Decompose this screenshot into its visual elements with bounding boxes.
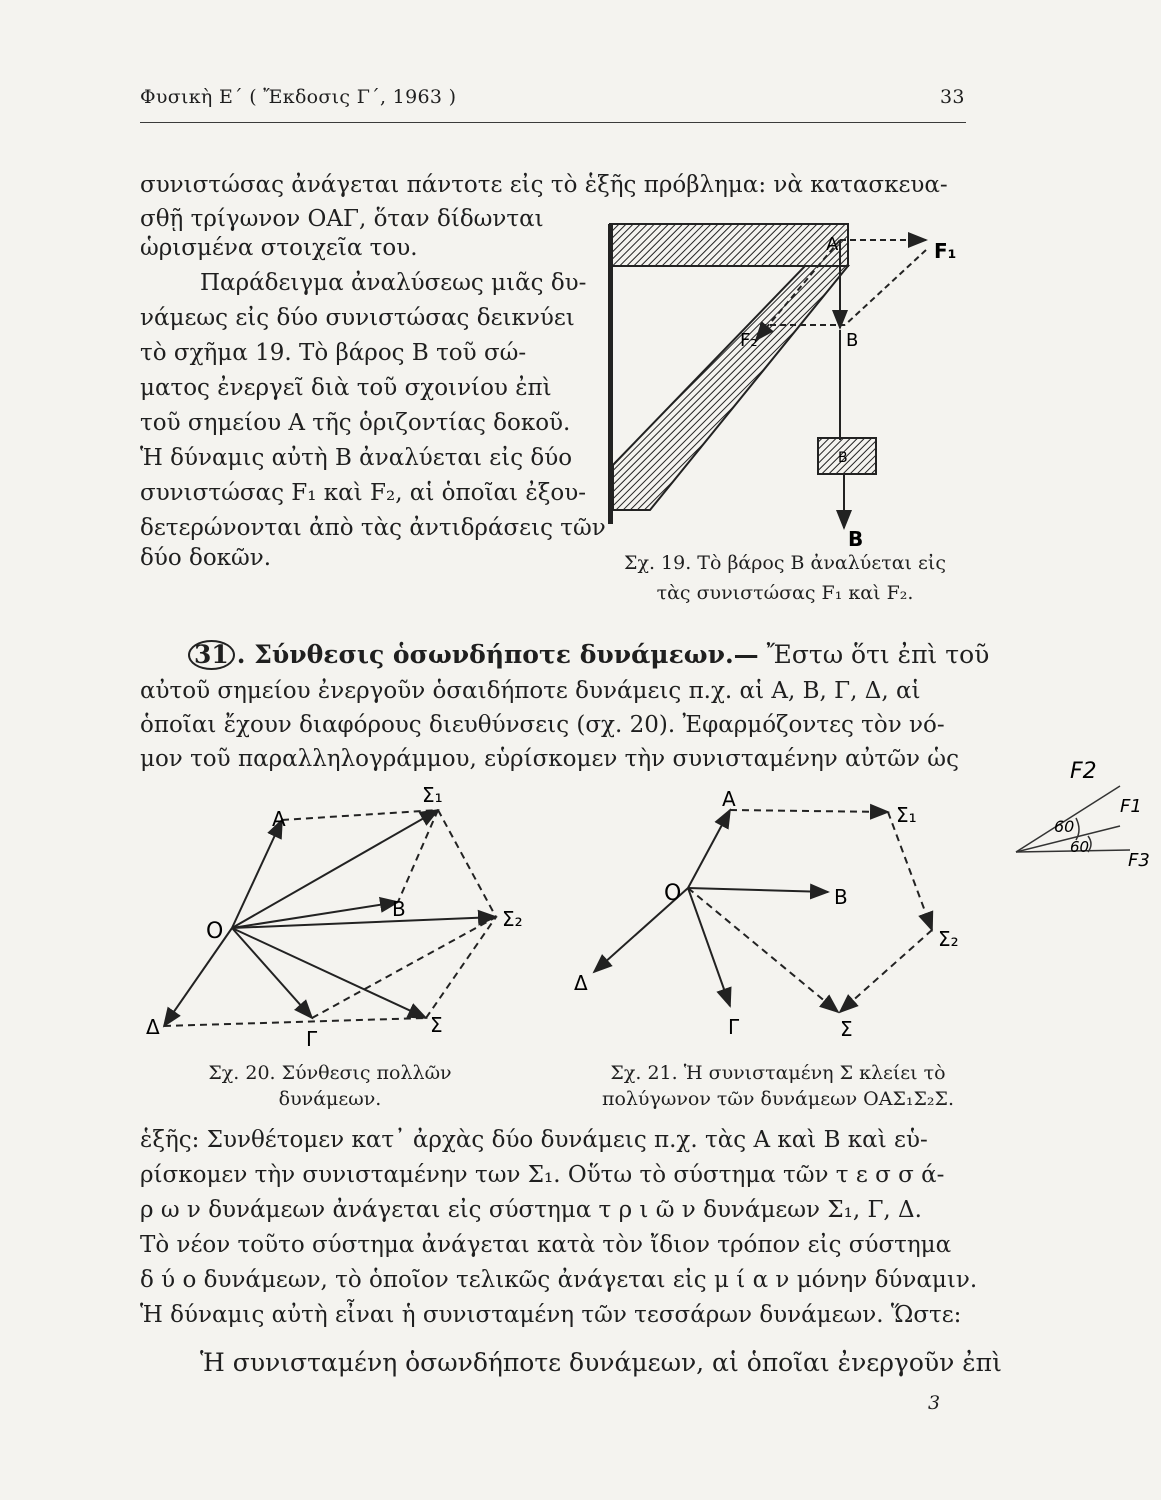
force-b-arrow xyxy=(688,888,828,892)
text-line: ὡρισμένα στοιχεῖα του. xyxy=(140,235,418,261)
text-line: σθῇ τρίγωνον ΟΑΓ, ὅταν δίδωνται xyxy=(140,206,544,232)
text-line: δύο δοκῶν. xyxy=(140,545,272,571)
text-line: ἑξῆς: Συνθέτομεν κατ᾽ ἀρχὰς δύο δυνάμεις π.χ. τὰς Α καὶ Β καὶ εὑ- xyxy=(140,1127,928,1153)
handwritten-margin-sketch xyxy=(1010,740,1160,880)
label-s2: Σ₂ xyxy=(502,907,523,931)
fig19-caption-1: Σχ. 19. Τὸ βάρος Β ἀναλύεται εἰς xyxy=(624,552,946,574)
text-line: δετερώνονται ἀπὸ τὰς ἀντιδράσεις τῶν xyxy=(140,515,606,541)
dashed-construction xyxy=(282,810,438,820)
dashed-construction xyxy=(426,917,496,1018)
note-angle-2: 60 xyxy=(1070,838,1090,856)
note-angle-1: 60 xyxy=(1054,817,1075,836)
text-line: συνιστώσας ἀνάγεται πάντοτε εἰς τὸ ἑξῆς πρόβλημα: νὰ κατασκευα- xyxy=(140,172,948,198)
parallelogram-edge xyxy=(845,250,926,325)
label-f1: F₁ xyxy=(934,239,957,263)
text-line: Παράδειγμα ἀναλύσεως μιᾶς δυ- xyxy=(200,270,587,296)
label-s2: Σ₂ xyxy=(938,927,959,951)
page-number: 33 xyxy=(940,86,965,108)
fig21-caption-2: πολύγωνον τῶν δυνάμεων ΟΑΣ₁Σ₂Σ. xyxy=(601,1088,955,1110)
text-line: Τὸ νέον τοῦτο σύστημα ἀνάγεται κατὰ τὸν ἴδιον τρόπον εἰς σύστημα xyxy=(140,1232,952,1258)
dashed-construction xyxy=(398,810,438,902)
section-heading-line xyxy=(188,640,989,670)
note-f3: F3 xyxy=(1128,850,1150,871)
running-title: Φυσικὴ Ε΄ ( Ἔκδοσις Γ΄, 1963 ) xyxy=(140,86,457,108)
signature-mark: 3 xyxy=(928,1392,941,1414)
text-line: Ἡ δύναμις αὐτὴ εἶναι ἡ συνισταμένη τῶν τεσσάρων δυνάμεων. Ὥστε: xyxy=(140,1302,962,1328)
label-g: Γ xyxy=(306,1027,318,1051)
figure-20 xyxy=(140,780,540,1060)
text-line: αὐτοῦ σημείου ἐνεργοῦν ὁσαιδήποτε δυνάμεις π.χ. αἱ Α, Β, Γ, Δ, αἱ xyxy=(140,678,921,704)
section-first-line-rest: Ἔστω ὅτι ἐπὶ τοῦ xyxy=(758,640,990,669)
dashed-construction xyxy=(438,810,496,917)
label-s1: Σ₁ xyxy=(896,803,917,827)
text-line: νάμεως εἰς δύο συνιστώσας δεικνύει xyxy=(140,305,575,331)
header-rule xyxy=(140,122,966,123)
text-line: ματος ἐνεργεῖ διὰ τοῦ σχοινίου ἐπὶ xyxy=(140,375,552,401)
fig21-caption-1: Σχ. 21. Ἡ συνισταμένη Σ κλείει τὸ xyxy=(610,1062,946,1084)
label-b-end: B xyxy=(848,527,864,551)
diagonal-strut xyxy=(613,266,848,510)
text-line: τοῦ σημείου Α τῆς ὁριζοντίας δοκοῦ. xyxy=(140,410,571,436)
fig20-caption-1: Σχ. 20. Σύνθεσις πολλῶν xyxy=(208,1062,452,1084)
label-weight: B xyxy=(838,450,848,466)
label-a: A xyxy=(722,787,736,811)
label-g: Γ xyxy=(728,1015,740,1039)
dashed-construction xyxy=(164,1018,426,1026)
label-a: A xyxy=(826,234,839,255)
text-line: Ἡ δύναμις αὐτὴ Β ἀναλύεται εἰς δύο xyxy=(140,445,573,471)
note-f1: F1 xyxy=(1120,796,1142,817)
text-line: ρίσκομεν τὴν συνισταμένην των Σ₁. Οὕτω τὸ σύστημα τῶν τ ε σ σ ά- xyxy=(140,1162,945,1188)
force-g-arrow xyxy=(232,928,312,1018)
text-line: Ἡ συνισταμένη ὁσωνδήποτε δυνάμεων, αἱ ὁποῖαι ἐνεργοῦν ἐπὶ xyxy=(200,1348,1002,1377)
fig20-caption-2: δυνάμεων. xyxy=(278,1088,382,1110)
label-o: O xyxy=(206,919,224,944)
label-b-mid: B xyxy=(846,330,859,351)
note-f2: F2 xyxy=(1070,759,1097,784)
fig19-caption-2: τὰς συνιστώσας F₁ καὶ F₂. xyxy=(656,582,914,604)
label-f2: F₂ xyxy=(740,330,758,351)
horizontal-beam xyxy=(610,224,848,266)
text-line: μον τοῦ παραλληλογράμμου, εὑρίσκομεν τὴν συνισταμένην αὐτῶν ὡς xyxy=(140,746,959,772)
label-s: Σ xyxy=(840,1017,853,1041)
dashed-construction xyxy=(312,917,496,1018)
section-number: 31 xyxy=(188,640,235,670)
label-b: B xyxy=(392,897,406,921)
dashed-polygon-edge xyxy=(888,812,932,930)
force-a-arrow xyxy=(232,820,282,928)
section-title: . Σύνθεσις ὁσωνδήποτε δυνάμεων.— xyxy=(236,640,759,669)
text-line: τὸ σχῆμα 19. Τὸ βάρος Β τοῦ σώ- xyxy=(140,340,527,366)
dashed-polygon-edge xyxy=(840,930,932,1012)
label-b: B xyxy=(834,885,848,909)
text-line: δ ύ ο δυνάμεων, τὸ ὁποῖον τελικῶς ἀνάγεται εἰς μ ί α ν μόνην δύναμιν. xyxy=(140,1267,978,1293)
text-line: συνιστώσας F₁ καὶ F₂, αἱ ὁποῖαι ἐξου- xyxy=(140,480,586,506)
label-d: Δ xyxy=(574,971,588,995)
label-o: O xyxy=(664,881,682,906)
text-line: ὁποῖαι ἔχουν διαφόρους διευθύνσεις (σχ. 20). Ἐφαρμόζοντες τὸν νό- xyxy=(140,712,945,738)
resultant-s1-arrow xyxy=(232,810,438,928)
figure-19 xyxy=(590,210,960,560)
label-s: Σ xyxy=(430,1013,443,1037)
label-d: Δ xyxy=(146,1015,160,1039)
force-a-arrow xyxy=(688,810,730,888)
label-a: A xyxy=(272,807,286,831)
text-line: ρ ω ν δυνάμεων ἀνάγεται εἰς σύστημα τ ρ ι ῶ ν δυνάμεων Σ₁, Γ, Δ. xyxy=(140,1197,922,1223)
dashed-polygon-edge xyxy=(730,810,888,812)
figure-21 xyxy=(570,780,970,1060)
resultant-s-arrow xyxy=(232,928,426,1018)
label-s1: Σ₁ xyxy=(422,783,443,807)
